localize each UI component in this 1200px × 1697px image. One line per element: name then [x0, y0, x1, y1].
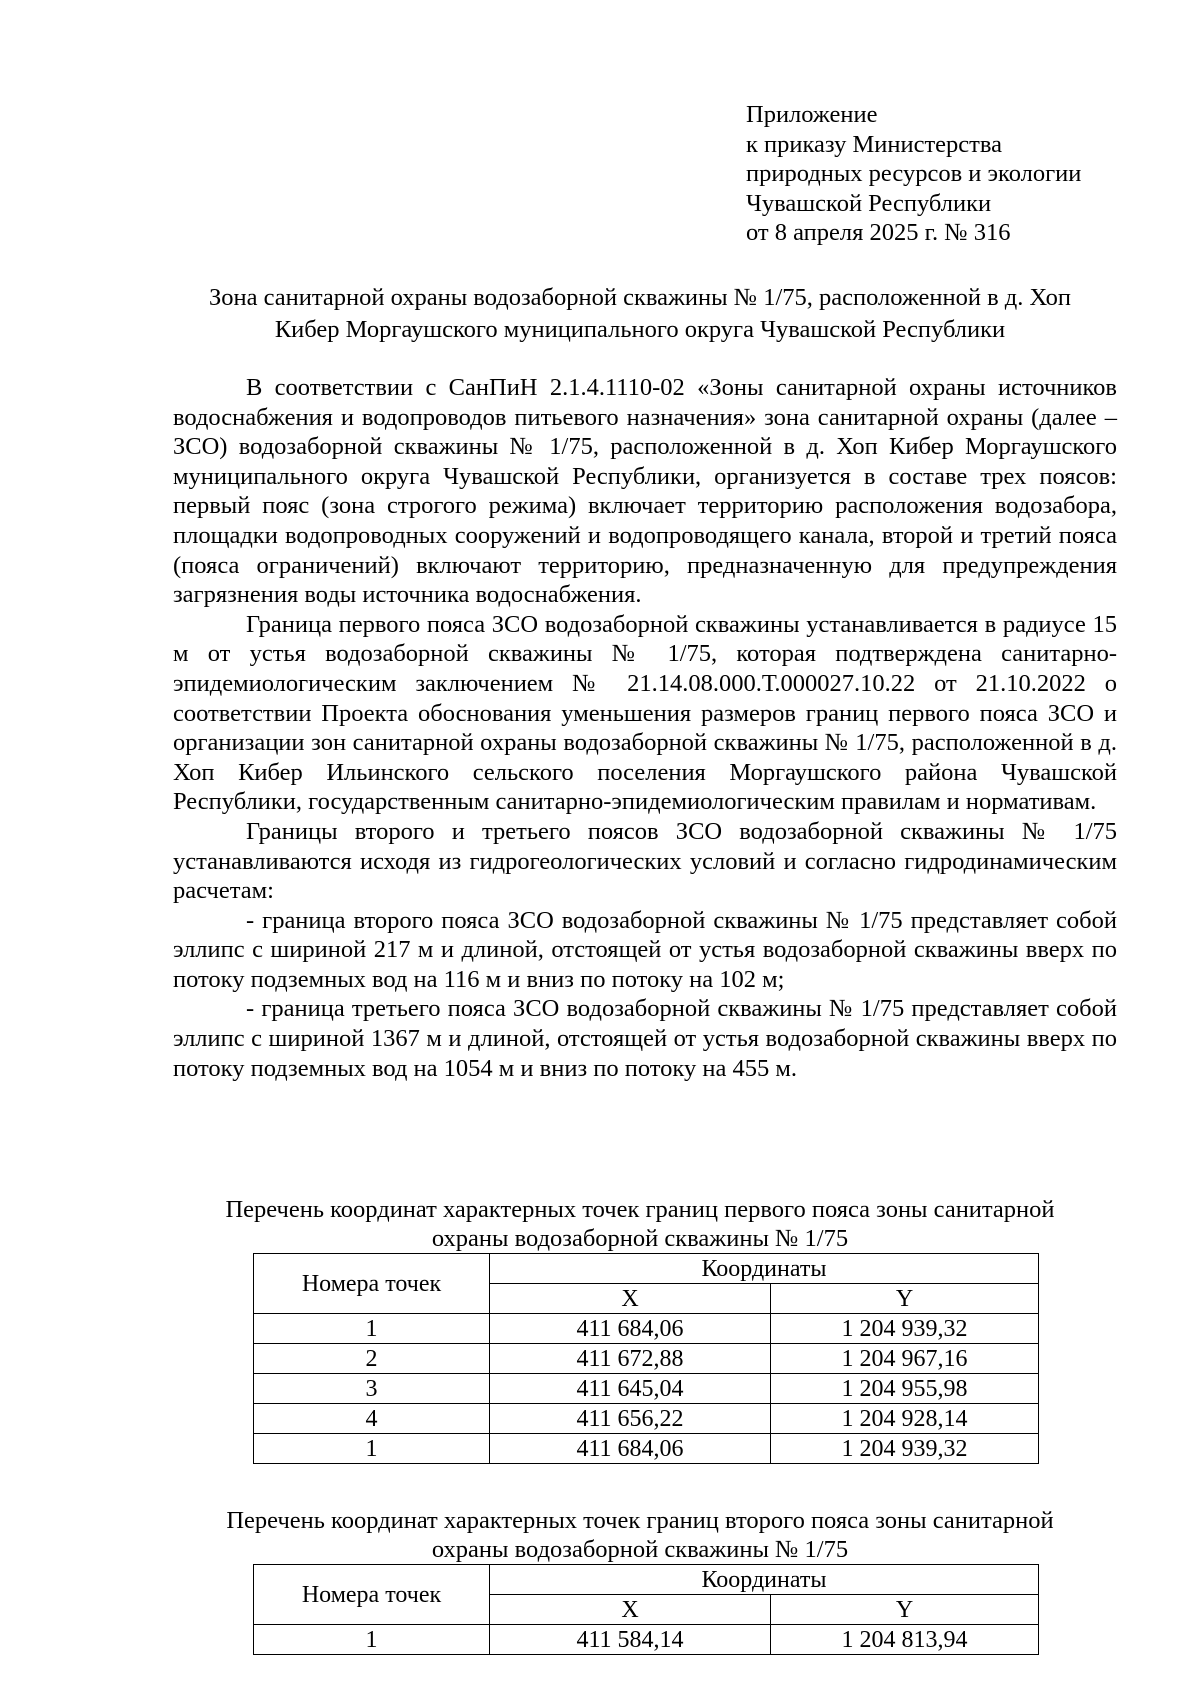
caption-line: Перечень координат характерных точек границ второго пояса зоны санитарной: [226, 1507, 1054, 1534]
title-line: Зона санитарной охраны водозаборной скважины № 1/75, расположенной в д. Хоп: [208, 284, 1072, 311]
paragraph: Границы второго и третьего поясов ЗСО водозаборной скважины № 1/75 устанавливаются исходя из гидрогеологических условий и согласно гидродинамическим расчетам:: [173, 817, 1117, 905]
point-number: 1: [254, 1314, 490, 1344]
coord-y: 1 204 813,94: [771, 1625, 1039, 1655]
point-number: 1: [254, 1434, 490, 1464]
table-row: [254, 1434, 1039, 1464]
title-line: Кибер Моргаушского муниципального округа Чувашской Республики: [274, 315, 1006, 343]
header-y: Y: [771, 1595, 1039, 1625]
appendix-line: Приложение: [746, 101, 878, 128]
coord-x: 411 584,14: [490, 1625, 771, 1655]
table-row: [254, 1374, 1039, 1404]
header-points: Номера точек: [254, 1565, 490, 1625]
point-number: 4: [254, 1404, 490, 1434]
paragraph: В соответствии с СанПиН 2.1.4.1110-02 «Зоны санитарной охраны источников водоснабжения и водопроводов питьевого назначения» зона санитарной охраны (далее – ЗСО) водозаборной скважины № 1/75, расположенной в д. Хоп Кибер Моргаушского муниципального округа Чувашской Республики, организуется в составе трех поясов: первый пояс (зона строгого режима) включает территорию расположения водозабора, площадки водопроводных сооружений и водопроводящего канала, второй и третий пояса (пояса ограничений) включают территорию, предназначенную для предупреждения загрязнения воды источника водоснабжения.: [173, 374, 1117, 609]
appendix-line: к приказу Министерства: [746, 130, 1002, 158]
table1-caption: [180, 1196, 1100, 1253]
appendix-block: [746, 100, 1081, 248]
point-number: 2: [254, 1344, 490, 1374]
coord-x: 411 684,06: [490, 1434, 771, 1464]
appendix-line: природных ресурсов и экологии: [746, 160, 1082, 188]
caption-line: охраны водозаборной скважины № 1/75: [431, 1224, 849, 1252]
coord-y: 1 204 939,32: [771, 1314, 1039, 1344]
coord-y: 1 204 928,14: [771, 1404, 1039, 1434]
point-number: 1: [254, 1625, 490, 1655]
coord-x: 411 672,88: [490, 1344, 771, 1374]
table-row: [254, 1625, 1039, 1655]
coord-y: 1 204 955,98: [771, 1374, 1039, 1404]
table2-caption: [180, 1507, 1100, 1564]
paragraph: - граница второго пояса ЗСО водозаборной скважины № 1/75 представляет собой эллипс с шириной 217 м и длиной, отстоящей от устья водозаборной скважины вверх по потоку подземных вод на 116 м и вниз по потоку на 102 м;: [173, 906, 1117, 993]
document-title: [160, 282, 1120, 345]
paragraph: Граница первого пояса ЗСО водозаборной скважины устанавливается в радиусе 15 м от устья водозаборной скважины № 1/75, которая подтверждена санитарно-эпидемиологическим заключением № 21.14.08.000.Т.000027.10.22 от 21.10.2022 о соответствии Проекта обоснования уменьшения размеров границ первого пояса ЗСО и организации зон санитарной охраны водозаборной скважины № 1/75, расположенной в д. Хоп Кибер Ильинского сельского поселения Моргаушского района Чувашской Республики, государственным санитарно-эпидемиологическим правилам и нормативам.: [173, 610, 1117, 816]
coord-x: 411 656,22: [490, 1404, 771, 1434]
table2-coordinates: [253, 1564, 1039, 1655]
table-row: [254, 1344, 1039, 1374]
header-points: Номера точек: [254, 1254, 490, 1314]
appendix-line: от 8 апреля 2025 г. № 316: [746, 219, 1011, 247]
caption-line: Перечень координат характерных точек границ первого пояса зоны санитарной: [225, 1196, 1055, 1223]
table1-coordinates: [253, 1253, 1039, 1464]
table-row: [254, 1404, 1039, 1434]
header-x: X: [490, 1284, 771, 1314]
document-body: [173, 373, 1117, 1083]
header-y: Y: [771, 1284, 1039, 1314]
header-x: X: [490, 1595, 771, 1625]
header-coordinates: Координаты: [490, 1565, 1039, 1595]
paragraph: - граница третьего пояса ЗСО водозаборной скважины № 1/75 представляет собой эллипс с шириной 1367 м и длиной, отстоящей от устья водозаборной скважины вверх по потоку подземных вод на 1054 м и вниз по потоку на 455 м.: [173, 995, 1117, 1082]
appendix-line: Чувашской Республики: [746, 189, 992, 217]
coord-x: 411 645,04: [490, 1374, 771, 1404]
coord-y: 1 204 939,32: [771, 1434, 1039, 1464]
header-coordinates: Координаты: [490, 1254, 1039, 1284]
coord-x: 411 684,06: [490, 1314, 771, 1344]
table-row: [254, 1314, 1039, 1344]
point-number: 3: [254, 1374, 490, 1404]
caption-line: охраны водозаборной скважины № 1/75: [431, 1535, 849, 1563]
coord-y: 1 204 967,16: [771, 1344, 1039, 1374]
